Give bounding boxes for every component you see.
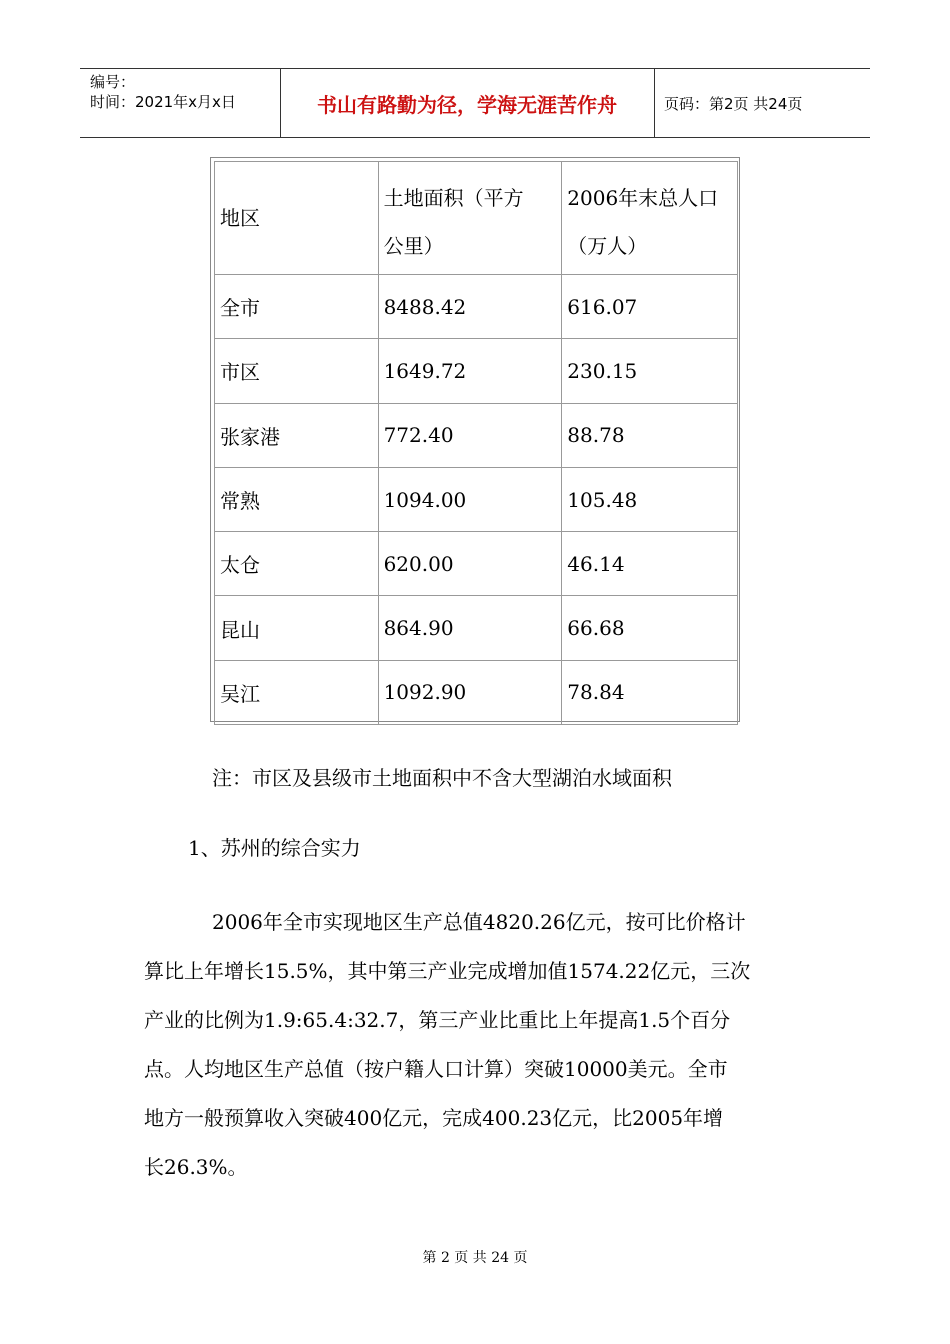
paragraph-line: 算比上年增长15.5%，其中第三产业完成增加值1574.22亿元，三次 xyxy=(144,959,751,983)
header-area-line1: 土地面积（平方 xyxy=(383,186,524,210)
header-area xyxy=(378,162,562,275)
header-divider xyxy=(654,69,655,137)
cell-area: 1092.90 xyxy=(378,660,562,724)
header-page-info: 页码：第2页 共24页 xyxy=(664,94,803,113)
paragraph-line: 点。人均地区生产总值（按户籍人口计算）突破10000美元。全市 xyxy=(144,1057,728,1081)
section-title: 1、苏州的综合实力 xyxy=(188,836,361,860)
cell-area: 1649.72 xyxy=(378,339,562,403)
cell-population: 230.15 xyxy=(562,339,738,403)
cell-area: 772.40 xyxy=(378,403,562,467)
cell-region: 太仓 xyxy=(215,532,379,596)
cell-region: 昆山 xyxy=(215,596,379,660)
header-meta xyxy=(90,72,236,112)
cell-area: 620.00 xyxy=(378,532,562,596)
data-table xyxy=(214,161,738,725)
paragraph-line: 地方一般预算收入突破400亿元，完成400.23亿元，比2005年增 xyxy=(144,1106,724,1130)
table-header-row xyxy=(215,162,738,275)
table-row xyxy=(215,275,738,339)
cell-region: 张家港 xyxy=(215,403,379,467)
cell-region: 全市 xyxy=(215,275,379,339)
paragraph-line: 长26.3%。 xyxy=(144,1155,248,1179)
page-footer: 第 2 页 共 24 页 xyxy=(422,1250,528,1266)
cell-population: 78.84 xyxy=(562,660,738,724)
table-row xyxy=(215,660,738,724)
header-population-line2: （万人） xyxy=(567,234,648,258)
cell-population: 616.07 xyxy=(562,275,738,339)
header-motto: 书山有路勤为径，学海无涯苦作舟 xyxy=(317,92,617,117)
header-region: 地区 xyxy=(215,162,379,275)
cell-area: 1094.00 xyxy=(378,467,562,531)
cell-region: 市区 xyxy=(215,339,379,403)
header-area-line2: 公里） xyxy=(383,234,444,258)
paragraph-line: 产业的比例为1.9:65.4:32.7，第三产业比重比上年提高1.5个百分 xyxy=(144,1008,731,1032)
data-table-frame xyxy=(210,157,740,722)
header-population xyxy=(562,162,738,275)
cell-region: 常熟 xyxy=(215,467,379,531)
table-row xyxy=(215,532,738,596)
cell-population: 66.68 xyxy=(562,596,738,660)
header-population-line1: 2006年末总人口 xyxy=(567,186,719,210)
paragraph-line: 2006年全市实现地区生产总值4820.26亿元，按可比价格计 xyxy=(212,910,746,934)
body-paragraph xyxy=(144,898,824,1192)
date-label: 时间：2021年x月x日 xyxy=(90,93,236,111)
cell-population: 88.78 xyxy=(562,403,738,467)
page-header xyxy=(80,68,870,138)
table-note: 注：市区及县级市土地面积中不含大型湖泊水域面积 xyxy=(212,766,672,790)
cell-population: 105.48 xyxy=(562,467,738,531)
cell-region: 吴江 xyxy=(215,660,379,724)
number-label: 编号： xyxy=(90,73,136,91)
table-row xyxy=(215,339,738,403)
table-row xyxy=(215,403,738,467)
cell-area: 8488.42 xyxy=(378,275,562,339)
table-row xyxy=(215,467,738,531)
cell-area: 864.90 xyxy=(378,596,562,660)
cell-population: 46.14 xyxy=(562,532,738,596)
table-row xyxy=(215,596,738,660)
